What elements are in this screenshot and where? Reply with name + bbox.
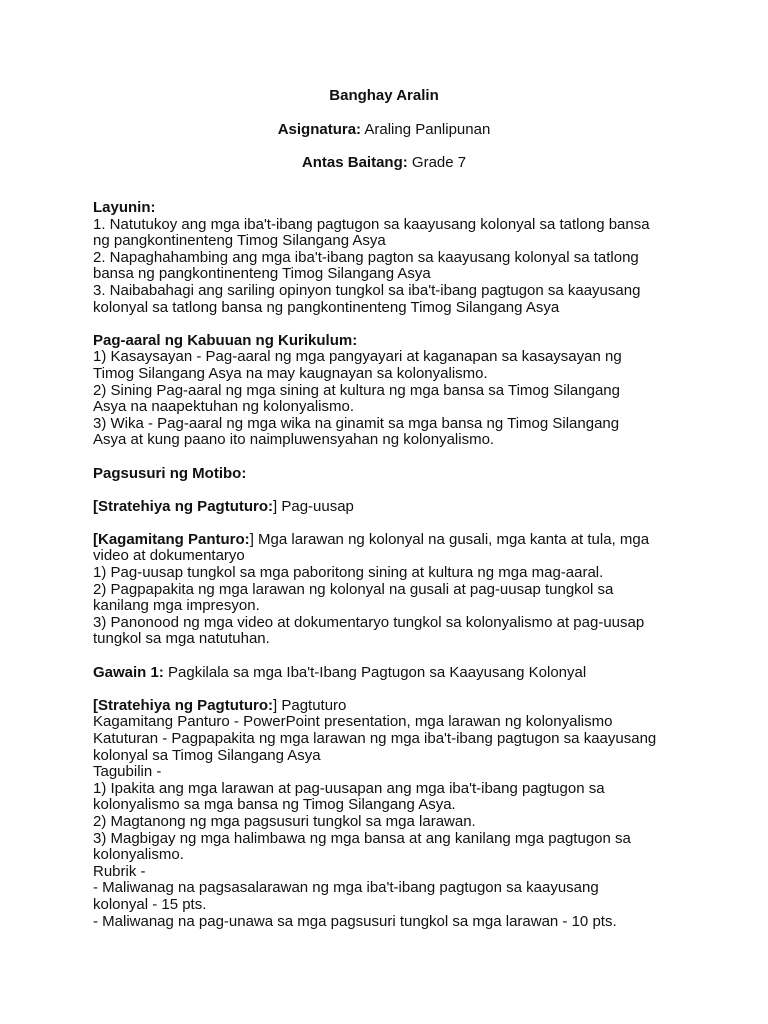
stratehiya-detail-line: 3) Magbigay ng mga halimbawa ng mga bansa at ang kanilang mga pagtugon sa	[93, 829, 631, 847]
motibo-heading	[93, 466, 713, 483]
gawain-1-label: Gawain 1:	[93, 663, 164, 681]
stratehiya-detail-line: kolonyalismo sa mga bansa ng Timog Silangang Asya.	[93, 796, 456, 814]
subject-label: Asignatura:	[277, 121, 362, 138]
stratehiya-line	[93, 499, 713, 516]
stratehiya-detail-line: kolonyal sa Timog Silangang Asya	[93, 746, 321, 764]
kagamitan-line: 3) Panonood ng mga video at dokumentaryo tungkol sa kolonyalismo at pag-uusap	[93, 613, 645, 631]
kurikulum-heading	[93, 333, 713, 350]
kurikulum-line: Timog Silangang Asya na may kaugnayan sa kolonyalismo.	[93, 364, 488, 382]
kurikulum-line: 1) Kasaysayan - Pag-aaral ng mga pangyayari at kaganapan sa kasaysayan ng	[93, 348, 622, 366]
layunin-heading	[93, 200, 713, 217]
stratehiya-section-1	[93, 499, 713, 516]
kagamitan-line: kanilang mga impresyon.	[93, 597, 260, 615]
stratehiya-detail-line: kolonyalismo.	[93, 846, 184, 864]
kurikulum-line: 3) Wika - Pag-aaral ng mga wika na ginamit sa mga bansa ng Timog Silangang	[93, 414, 620, 432]
kurikulum-line: 2) Sining Pag-aaral ng mga sining at kultura ng mga bansa sa Timog Silangang	[93, 381, 620, 399]
stratehiya-label: [Stratehiya ng Pagtuturo:	[93, 696, 274, 714]
stratehiya-value: ] Pag-uusap	[273, 497, 354, 515]
motibo-section	[93, 466, 713, 483]
layunin-line: 1. Natutukoy ang mga iba't-ibang pagtugon sa kaayusang kolonyal sa tatlong bansa	[93, 215, 650, 233]
stratehiya-section-2	[93, 698, 713, 930]
layunin-line: ng pangkontinenteng Timog Silangang Asya	[93, 232, 386, 250]
kurikulum-line: Asya na naapektuhan ng kolonyalismo.	[93, 398, 355, 416]
gawain-1-section	[93, 665, 713, 682]
layunin-section	[93, 200, 713, 316]
kagamitan-line: tungkol sa mga natutuhan.	[93, 630, 270, 648]
layunin-line: 2. Napaghahambing ang mga iba't-ibang pagton sa kaayusang kolonyal sa tatlong	[93, 248, 639, 266]
stratehiya-detail-line: - Maliwanag na pagsasalarawan ng mga iba't-ibang pagtugon sa kaayusang	[93, 879, 599, 897]
kagamitan-first-line	[93, 532, 713, 549]
motibo-heading-text: Pagsusuri ng Motibo:	[93, 464, 247, 482]
kurikulum-heading-text: Pag-aaral ng Kabuuan ng Kurikulum:	[93, 331, 358, 349]
stratehiya-value: ] Pagtuturo	[273, 696, 347, 714]
stratehiya-label: [Stratehiya ng Pagtuturo:	[93, 497, 274, 515]
subject-value: Araling Panlipunan	[364, 121, 491, 138]
kagamitan-line: 2) Pagpapakita ng mga larawan ng kolonyal na gusali at pag-uusap tungkol sa	[93, 580, 614, 598]
stratehiya-detail-line: 1) Ipakita ang mga larawan at pag-uusapan ang mga iba't-ibang pagtugon sa	[93, 779, 605, 797]
stratehiya-detail-line: Tagubilin -	[93, 763, 162, 781]
kagamitan-line: 1) Pag-uusap tungkol sa mga paboritong sining at kultura ng mga mag-aaral.	[93, 564, 604, 582]
subject-line	[0, 122, 768, 139]
kurikulum-line: Asya at kung paano ito naimpluwensyahan ng kolonyalismo.	[93, 431, 495, 449]
document-body	[93, 200, 713, 947]
gawain-1-value: Pagkilala sa mga Iba't-Ibang Pagtugon sa Kaayusang Kolonyal	[163, 663, 587, 681]
stratehiya-detail-line: 2) Magtanong ng mga pagsusuri tungkol sa mga larawan.	[93, 812, 476, 830]
stratehiya-line	[93, 698, 713, 715]
layunin-line: 3. Naibabahagi ang sariling opinyon tungkol sa iba't-ibang pagtugon sa kaayusang	[93, 281, 641, 299]
kagamitan-line: video at dokumentaryo	[93, 547, 245, 565]
gawain-1-line	[93, 665, 713, 682]
layunin-heading-text: Layunin:	[93, 199, 156, 216]
kagamitan-section	[93, 532, 713, 648]
kagamitan-label: [Kagamitang Panturo:	[93, 530, 250, 548]
grade-value: Grade 7	[411, 154, 467, 171]
stratehiya-detail-line: kolonyal - 15 pts.	[93, 895, 207, 913]
layunin-line: bansa ng pangkontinenteng Timog Silangang Asya	[93, 265, 431, 283]
grade-line	[0, 155, 768, 172]
stratehiya-detail-line: - Maliwanag na pag-unawa sa mga pagsusuri tungkol sa mga larawan - 10 pts.	[93, 912, 617, 930]
kurikulum-section	[93, 333, 713, 449]
layunin-line: kolonyal sa tatlong bansa ng pangkontinenteng Timog Silangang Asya	[93, 298, 560, 316]
stratehiya-detail-line: Katuturan - Pagpapakita ng mga larawan ng mga iba't-ibang pagtugon sa kaayusang	[93, 730, 657, 747]
stratehiya-detail-line: Kagamitang Panturo - PowerPoint presentation, mga larawan ng kolonyalismo	[93, 713, 613, 731]
kagamitan-value: ] Mga larawan ng kolonyal na gusali, mga kanta at tula, mga	[249, 530, 650, 548]
grade-label: Antas Baitang:	[301, 154, 408, 171]
stratehiya-detail-line: Rubrik -	[93, 862, 146, 880]
document-title: Banghay Aralin	[329, 87, 439, 104]
